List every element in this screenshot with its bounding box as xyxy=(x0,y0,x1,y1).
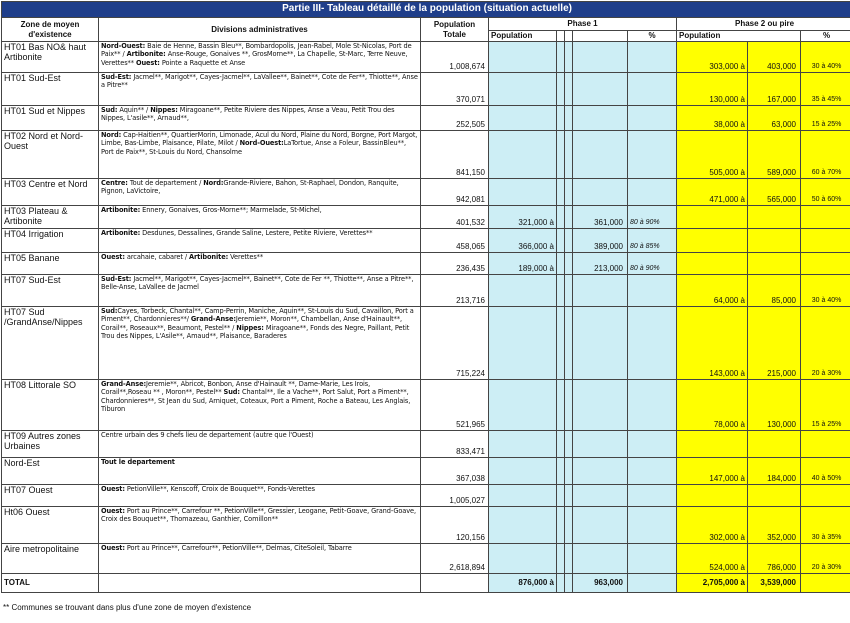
phase1-pct xyxy=(628,507,677,544)
phase1-population-from xyxy=(489,380,557,431)
divisions-cell: Tout le departement xyxy=(99,458,421,485)
phase2-population-to: 786,000 xyxy=(748,544,801,574)
population-total-cell: 367,038 xyxy=(421,458,489,485)
phase2-population-from: 524,000 à xyxy=(677,544,748,574)
header-zone: Zone de moyen d'existence xyxy=(2,18,99,42)
phase1-spacer xyxy=(557,253,565,275)
population-total-cell: 942,081 xyxy=(421,179,489,206)
phase1-spacer xyxy=(565,206,573,229)
zone-cell: Aire metropolitaine xyxy=(2,544,99,574)
divisions-cell: Sud: Aquin** / Nippes: Miragoane**, Petite Riviere des Nippes, Anse a Veau, Petit Trou des Nippes, L'asile**, Arnaud**, xyxy=(99,106,421,131)
header-phase2-pct: % xyxy=(801,31,850,42)
phase1-population-to xyxy=(573,507,628,544)
phase2-population-to: 184,000 xyxy=(748,458,801,485)
phase2-population-from: 303,000 à xyxy=(677,42,748,73)
total-divisions-blank xyxy=(99,574,421,593)
phase2-population-to: 63,000 xyxy=(748,106,801,131)
phase1-population-to xyxy=(573,431,628,458)
phase2-pct: 15 à 25% xyxy=(801,106,850,131)
zone-cell: HT03 Centre et Nord xyxy=(2,179,99,206)
phase1-pct xyxy=(628,179,677,206)
phase2-population-from: 38,000 à xyxy=(677,106,748,131)
phase2-pct: 30 à 40% xyxy=(801,275,850,307)
zone-cell: HT01 Bas NO& haut Artibonite xyxy=(2,42,99,73)
phase1-population-from xyxy=(489,458,557,485)
phase2-population-from xyxy=(677,229,748,253)
zone-cell: HT07 Sud /GrandAnse/Nippes xyxy=(2,307,99,380)
population-total-cell: 715,224 xyxy=(421,307,489,380)
phase1-pct xyxy=(628,544,677,574)
phase1-population-from xyxy=(489,131,557,179)
phase2-pct xyxy=(801,206,850,229)
phase1-spacer xyxy=(557,507,565,544)
phase1-pct xyxy=(628,131,677,179)
zone-cell: HT07 Sud-Est xyxy=(2,275,99,307)
divisions-cell: Ouest: arcahaie, cabaret / Artibonite: Verettes** xyxy=(99,253,421,275)
divisions-cell: Sud-Est: Jacmel**, Marigot**, Cayes-Jacmel**, Bainet**, Cote de Fer **, Thiotte**, Anse a Pitre**, Belle-Anse, LaVallee de Jacmel xyxy=(99,275,421,307)
divisions-cell: Ouest: PetionVille**, Kenscoff, Croix de Bouquet**, Fonds-Verettes xyxy=(99,485,421,507)
population-total-cell: 401,532 xyxy=(421,206,489,229)
phase1-population-from xyxy=(489,275,557,307)
phase2-population-to: 403,000 xyxy=(748,42,801,73)
zone-cell: HT02 Nord et Nord-Ouest xyxy=(2,131,99,179)
phase2-pct xyxy=(801,485,850,507)
phase1-population-to xyxy=(573,73,628,106)
total-population-blank xyxy=(421,574,489,593)
phase1-population-to: 213,000 xyxy=(573,253,628,275)
zone-cell: HT08 Littorale SO xyxy=(2,380,99,431)
phase2-population-from xyxy=(677,485,748,507)
phase2-population-from xyxy=(677,253,748,275)
phase1-spacer xyxy=(557,431,565,458)
phase1-population-to xyxy=(573,179,628,206)
total-phase1-to: 963,000 xyxy=(573,574,628,593)
phase2-pct: 30 à 40% xyxy=(801,42,850,73)
header-population-totale: Population Totale xyxy=(421,18,489,42)
phase1-population-to xyxy=(573,275,628,307)
phase1-pct xyxy=(628,42,677,73)
table-row xyxy=(2,229,850,253)
phase1-spacer xyxy=(565,42,573,73)
phase1-population-from xyxy=(489,73,557,106)
phase1-population-from xyxy=(489,307,557,380)
phase2-population-to xyxy=(748,206,801,229)
phase2-population-from: 471,000 à xyxy=(677,179,748,206)
phase1-population-to xyxy=(573,106,628,131)
phase1-population-from xyxy=(489,179,557,206)
table-row xyxy=(2,179,850,206)
population-total-cell: 213,716 xyxy=(421,275,489,307)
phase1-population-from: 366,000 à xyxy=(489,229,557,253)
phase2-population-from: 64,000 à xyxy=(677,275,748,307)
population-total-cell: 236,435 xyxy=(421,253,489,275)
phase2-population-to: 565,000 xyxy=(748,179,801,206)
zone-cell: HT09 Autres zones Urbaines xyxy=(2,431,99,458)
table-row xyxy=(2,380,850,431)
phase1-population-to: 389,000 xyxy=(573,229,628,253)
phase1-spacer xyxy=(565,179,573,206)
phase1-pct xyxy=(628,73,677,106)
phase1-pct xyxy=(628,380,677,431)
divisions-cell: Ouest: Port au Prince**, Carrefour **, PetionVille**, Gressier, Leogane, Petit-Goave, Grand-Goave, Croix des Bouquet**, Thomazeau, Ganthier, Comillon** xyxy=(99,507,421,544)
phase1-spacer xyxy=(565,485,573,507)
phase2-pct xyxy=(801,253,850,275)
phase2-pct: 40 à 50% xyxy=(801,458,850,485)
phase1-population-from xyxy=(489,485,557,507)
phase1-spacer xyxy=(557,229,565,253)
population-total-cell: 841,150 xyxy=(421,131,489,179)
phase1-pct: 80 à 90% xyxy=(628,206,677,229)
phase1-spacer xyxy=(557,206,565,229)
phase1-spacer xyxy=(557,131,565,179)
table-row xyxy=(2,206,850,229)
phase1-spacer xyxy=(557,42,565,73)
phase1-spacer xyxy=(557,106,565,131)
phase1-pct xyxy=(628,485,677,507)
phase1-population-to xyxy=(573,380,628,431)
phase1-spacer xyxy=(565,275,573,307)
total-phase1-from: 876,000 à xyxy=(489,574,557,593)
population-table xyxy=(1,1,850,593)
phase1-population-to xyxy=(573,458,628,485)
phase1-spacer xyxy=(565,544,573,574)
zone-cell: Ht06 Ouest xyxy=(2,507,99,544)
table-row xyxy=(2,485,850,507)
phase1-spacer xyxy=(565,458,573,485)
phase2-population-from xyxy=(677,206,748,229)
phase1-pct: 80 à 85% xyxy=(628,229,677,253)
header-phase1-blank xyxy=(557,31,565,42)
footnote: ** Communes se trouvant dans plus d'une zone de moyen d'existence xyxy=(3,603,252,612)
population-total-cell: 2,618,894 xyxy=(421,544,489,574)
table-title: Partie III- Tableau détaillé de la population (situation actuelle) xyxy=(2,2,850,18)
phase1-spacer xyxy=(565,380,573,431)
phase2-population-to xyxy=(748,253,801,275)
phase1-spacer xyxy=(557,380,565,431)
total-phase2-to: 3,539,000 xyxy=(748,574,801,593)
phase1-pct xyxy=(628,275,677,307)
phase1-population-to xyxy=(573,42,628,73)
phase2-pct: 15 à 25% xyxy=(801,380,850,431)
phase1-spacer xyxy=(565,131,573,179)
phase1-population-from: 321,000 à xyxy=(489,206,557,229)
divisions-cell: Nord: Cap-Haitien**, QuartierMorin, Limonade, Acul du Nord, Plaine du Nord, Borgne, Port Margot, Limbe, Bas-Limbe, Plaisance, Pilate, Milot / Nord-Ouest:LaTortue, Anse a Foleur, BassinBleu**, Port de Paix**, St-Louis du Nord, Chansolme xyxy=(99,131,421,179)
phase2-population-from: 302,000 à xyxy=(677,507,748,544)
phase2-pct: 35 à 45% xyxy=(801,73,850,106)
population-total-cell: 1,005,027 xyxy=(421,485,489,507)
header-phase1-population: Population xyxy=(489,31,557,42)
zone-cell: HT01 Sud-Est xyxy=(2,73,99,106)
zone-cell: HT07 Ouest xyxy=(2,485,99,507)
total-phase2-from: 2,705,000 à xyxy=(677,574,748,593)
header-phase2-population: Population xyxy=(677,31,801,42)
total-phase2-pct-blank xyxy=(801,574,850,593)
table-row xyxy=(2,42,850,73)
zone-cell: HT03 Plateau & Artibonite xyxy=(2,206,99,229)
zone-cell: HT01 Sud et Nippes xyxy=(2,106,99,131)
phase1-spacer xyxy=(557,275,565,307)
phase1-population-from xyxy=(489,507,557,544)
header-phase1-blank xyxy=(573,31,628,42)
table-row xyxy=(2,431,850,458)
population-total-cell: 1,008,674 xyxy=(421,42,489,73)
phase1-population-from xyxy=(489,42,557,73)
phase1-spacer xyxy=(557,544,565,574)
table-row xyxy=(2,507,850,544)
divisions-cell: Artibonite: Ennery, Gonaives, Gros-Morne**; Marmelade, St-Michel, xyxy=(99,206,421,229)
phase2-population-from: 78,000 à xyxy=(677,380,748,431)
table-row xyxy=(2,131,850,179)
phase1-population-to xyxy=(573,485,628,507)
phase1-population-to xyxy=(573,544,628,574)
header-divisions: Divisions administratives xyxy=(99,18,421,42)
population-total-cell: 370,071 xyxy=(421,73,489,106)
phase2-population-from: 147,000 à xyxy=(677,458,748,485)
phase1-pct xyxy=(628,106,677,131)
population-total-cell: 458,065 xyxy=(421,229,489,253)
total-phase1-spacer xyxy=(557,574,565,593)
phase1-population-to: 361,000 xyxy=(573,206,628,229)
phase1-spacer xyxy=(565,106,573,131)
phase2-pct: 60 à 70% xyxy=(801,131,850,179)
phase1-spacer xyxy=(565,507,573,544)
phase2-population-to: 167,000 xyxy=(748,73,801,106)
population-total-cell: 833,471 xyxy=(421,431,489,458)
phase1-population-from xyxy=(489,544,557,574)
phase1-spacer xyxy=(565,73,573,106)
divisions-cell: Sud:Cayes, Torbeck, Chantal**, Camp-Perrin, Maniche, Aquin**, St-Louis du Sud, Cavaillon, Port a Piment**, Chardonnieres**/ Grand-Anse:Jeremie**, Moron**, Chambellan, Anse d'Hainault**, Corail**, Roseaux**, Beaumont, Pestel** / Nippes: Miragoane**, Fonds des Negre, Paillant, Petit Trou des Nippes, L'Asile**, Amaud**, Plaisance, Baraderes xyxy=(99,307,421,380)
phase1-pct: 80 à 90% xyxy=(628,253,677,275)
phase2-population-from: 143,000 à xyxy=(677,307,748,380)
phase2-population-from xyxy=(677,431,748,458)
header-phase1: Phase 1 xyxy=(489,18,677,31)
divisions-cell: Artibonite: Desdunes, Dessalines, Grande Saline, Lestere, Petite Riviere, Verettes** xyxy=(99,229,421,253)
phase1-pct xyxy=(628,458,677,485)
phase1-population-from: 189,000 à xyxy=(489,253,557,275)
phase1-pct xyxy=(628,307,677,380)
phase2-pct xyxy=(801,431,850,458)
phase2-population-to: 130,000 xyxy=(748,380,801,431)
total-row xyxy=(2,574,850,593)
phase1-pct xyxy=(628,431,677,458)
table-row xyxy=(2,73,850,106)
table-row xyxy=(2,544,850,574)
header-phase1-blank xyxy=(565,31,573,42)
table-row xyxy=(2,106,850,131)
phase1-population-from xyxy=(489,431,557,458)
phase2-pct: 20 à 30% xyxy=(801,307,850,380)
phase1-spacer xyxy=(557,307,565,380)
phase1-population-from xyxy=(489,106,557,131)
phase2-population-from: 130,000 à xyxy=(677,73,748,106)
phase1-spacer xyxy=(565,253,573,275)
divisions-cell: Centre: Tout de departement / Nord:Grande-Riviere, Bahon, St-Raphael, Dondon, Ranquite, Pignon, LaVictoire, xyxy=(99,179,421,206)
header-phase2: Phase 2 ou pire xyxy=(677,18,850,31)
phase1-spacer xyxy=(557,73,565,106)
table-row xyxy=(2,458,850,485)
table-row xyxy=(2,307,850,380)
phase1-spacer xyxy=(557,485,565,507)
phase1-spacer xyxy=(565,229,573,253)
phase2-pct xyxy=(801,229,850,253)
phase1-population-to xyxy=(573,131,628,179)
phase2-pct: 20 à 30% xyxy=(801,544,850,574)
zone-cell: HT04 Irrigation xyxy=(2,229,99,253)
phase2-population-to xyxy=(748,229,801,253)
divisions-cell: Sud-Est: Jacmel**, Marigot**, Cayes-Jacmel**, LaVallee**, Bainet**, Cote de Fer**, Thiotte**, Anse a Pitre** xyxy=(99,73,421,106)
phase2-population-to: 352,000 xyxy=(748,507,801,544)
phase2-population-to: 85,000 xyxy=(748,275,801,307)
phase2-population-to: 215,000 xyxy=(748,307,801,380)
phase2-population-to: 589,000 xyxy=(748,131,801,179)
table-row xyxy=(2,253,850,275)
zone-cell: HT05 Banane xyxy=(2,253,99,275)
population-total-cell: 521,965 xyxy=(421,380,489,431)
phase2-pct: 30 à 35% xyxy=(801,507,850,544)
total-phase1-spacer xyxy=(565,574,573,593)
phase1-spacer xyxy=(557,458,565,485)
divisions-cell: Centre urbain des 9 chefs lieu de departement (autre que l'Ouest) xyxy=(99,431,421,458)
phase1-spacer xyxy=(565,307,573,380)
header-phase1-pct: % xyxy=(628,31,677,42)
total-label: TOTAL xyxy=(2,574,99,593)
phase2-population-to xyxy=(748,485,801,507)
phase2-pct: 50 à 60% xyxy=(801,179,850,206)
total-phase1-pct-blank xyxy=(628,574,677,593)
divisions-cell: Grand-Anse:Jeremie**, Abricot, Bonbon, Anse d'Hainault **, Dame-Marie, Les Irois, Corail**,Roseau ** , Moron**, Pestel** Sud: Chantal**, Ile a Vache**, Port Salut, Port a Piment**, Chardonnieres**, St Jean du Sud, Arniquet, Coteaux, Port a Piment, Roche a Bateau, Les Anglais, Tiburon xyxy=(99,380,421,431)
population-total-cell: 120,156 xyxy=(421,507,489,544)
phase1-population-to xyxy=(573,307,628,380)
divisions-cell: Nord-Ouest: Baie de Henne, Bassin Bleu**, Bombardopolis, Jean-Rabel, Mole St-Nicolas, Port de Paix** / Artibonite: Anse-Rouge, Gonaives **, GrosMorne**, La Chapelle, St-Marc, Terre Neuve, Verettes** Ouest: Pointe a Raquette et Anse xyxy=(99,42,421,73)
population-total-cell: 252,505 xyxy=(421,106,489,131)
phase2-population-to xyxy=(748,431,801,458)
phase2-population-from: 505,000 à xyxy=(677,131,748,179)
zone-cell: Nord-Est xyxy=(2,458,99,485)
divisions-cell: Ouest: Port au Prince**, Carrefour**, PetionVille**, Delmas, CiteSoleil, Tabarre xyxy=(99,544,421,574)
table-row xyxy=(2,275,850,307)
phase1-spacer xyxy=(557,179,565,206)
phase1-spacer xyxy=(565,431,573,458)
